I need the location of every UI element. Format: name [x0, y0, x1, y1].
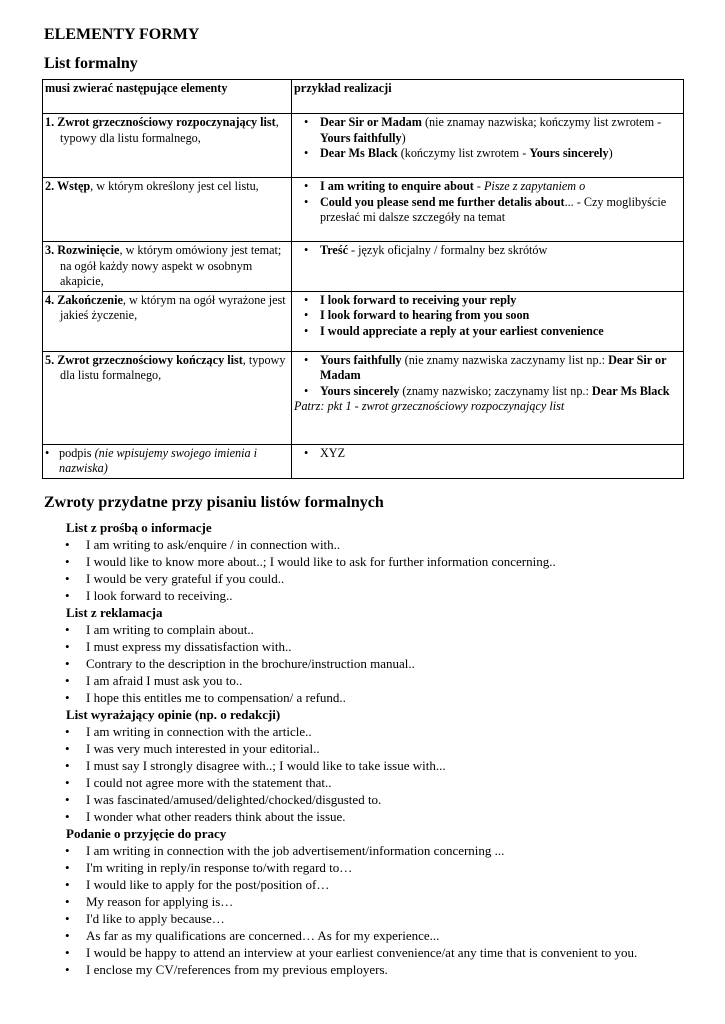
- row-requirement: [43, 178, 292, 242]
- table-row: [43, 351, 684, 444]
- row-example: [292, 351, 684, 444]
- list-item: [294, 179, 681, 195]
- section-title: List wyrażający opinie (np. o redakcji): [66, 707, 281, 722]
- phrase-text: ): [608, 146, 613, 160]
- section-title: Podanie o przyjęcie do pracy: [66, 826, 227, 841]
- requirement-title: 3. Rozwinięcie: [45, 243, 120, 257]
- row-example: [292, 291, 684, 351]
- phrase-text: podpis: [59, 445, 95, 460]
- requirement-text: , w którym omówiony jest temat; na ogół każdy nowy aspekt w osobnym akapicie,: [60, 243, 282, 288]
- list-item: • I wonder what other readers think about the issue.: [65, 808, 706, 825]
- row-requirement: [43, 351, 292, 444]
- list-item: [294, 308, 681, 324]
- requirement-text: , typowy dla listu formalnego,: [60, 352, 286, 382]
- requirement-text: , typowy dla listu formalnego,: [60, 115, 279, 145]
- row-example: [292, 178, 684, 242]
- header-right: przykład realizacji: [292, 80, 684, 114]
- list-item: • I must say I strongly disagree with..; I would like to take issue with...: [65, 757, 706, 774]
- phrase-text: (nie znamy nazwiska zaczynamy list np.:: [401, 352, 609, 367]
- list-item: • I'd like to apply because…: [65, 910, 706, 927]
- list-item: [294, 115, 681, 146]
- phrase-text: ... - Czy moglibyście przesłać mi dalsze szczegóły na temat: [320, 194, 667, 224]
- list-item: • My reason for applying is…: [65, 893, 706, 910]
- phrase-bold: Yours sincerely: [529, 146, 609, 160]
- phrase-bold: Yours sincerely: [320, 383, 400, 398]
- list-item: • I must express my dissatisfaction with..: [65, 638, 706, 655]
- phrase-bold: Yours faithfully: [320, 130, 402, 145]
- list-item: • I was fascinated/amused/delighted/chocked/disgusted to.: [65, 791, 706, 808]
- phrase-section: [66, 706, 706, 825]
- requirement-title: 5. Zwrot grzecznościowy kończący list: [45, 352, 243, 367]
- row-example: [292, 114, 684, 178]
- list-item: • I was very much interested in your editorial..: [65, 740, 706, 757]
- list-item: • I could not agree more with the statement that..: [65, 774, 706, 791]
- list-item: • Contrary to the description in the brochure/instruction manual..: [65, 655, 706, 672]
- list-item: [294, 324, 681, 340]
- requirement-title: 4. Zakończenie: [45, 292, 123, 307]
- requirement-title: 2. Wstęp: [45, 179, 91, 193]
- phrase-bold: Could you please send me further detalis about: [320, 194, 565, 209]
- phrase-bold: Treść: [320, 243, 348, 257]
- requirement-text: , w którym na ogół wyrażone jest jakieś życzenie,: [60, 292, 286, 322]
- table-row: [43, 444, 684, 478]
- row-requirement: [43, 242, 292, 292]
- phrase-text: -: [473, 179, 484, 193]
- list-item: [294, 353, 681, 384]
- row-requirement: [43, 444, 292, 478]
- phrase-section: [66, 604, 706, 706]
- list-item: [294, 293, 681, 309]
- phrases-heading: Zwroty przydatne przy pisaniu listów formalnych: [44, 494, 384, 511]
- phrase-section: [66, 825, 706, 978]
- phrase-bold: Yours faithfully: [320, 352, 402, 367]
- section-title: List z reklamacja: [66, 605, 163, 620]
- document-heading: ELEMENTY FORMY: [44, 26, 200, 43]
- row-example: [292, 444, 684, 478]
- list-item: • I would be happy to attend an interview at your earliest convenience/at any time that is convenient to you.: [65, 944, 706, 961]
- list-item: [294, 146, 681, 162]
- phrase-bold: Dear Sir or Madam: [320, 115, 422, 129]
- list-item: • As far as my qualifications are concerned… As for my experience...: [65, 927, 706, 944]
- table-header-row: [43, 80, 684, 114]
- phrases-sections: [66, 519, 706, 978]
- list-item: • I would be very grateful if you could..: [65, 570, 706, 587]
- list-item: • XYZ: [294, 446, 681, 462]
- phrase-text: (kończymy list zwrotem -: [397, 146, 530, 160]
- phrase-section: [66, 519, 706, 604]
- phrase-bold: Dear Sir or Madam: [320, 352, 667, 382]
- requirement-text: , w którym określony jest cel listu,: [90, 179, 259, 193]
- list-item: • I am afraid I must ask you to..: [65, 672, 706, 689]
- document-subheading: List formalny: [44, 55, 138, 72]
- table-row: [43, 291, 684, 351]
- phrase-text: (znamy nazwisko; zaczynamy list np.:: [399, 383, 592, 398]
- phrase-bold: I look forward to hearing from you soon: [320, 308, 530, 322]
- list-item: • I look forward to receiving..: [65, 587, 706, 604]
- cell-note: Patrz: pkt 1 - zwrot grzecznościowy rozpoczynający list: [294, 399, 565, 413]
- list-item: [294, 195, 681, 226]
- list-item: • I am writing in connection with the job advertisement/information concerning ...: [65, 842, 706, 859]
- list-item: • I enclose my CV/references from my previous employers.: [65, 961, 706, 978]
- phrase-bold: I am writing to enquire about: [320, 179, 474, 193]
- phrase-bold: Dear Ms Black: [591, 383, 670, 398]
- list-item: • I'm writing in reply/in response to/with regard to…: [65, 859, 706, 876]
- phrase-italic: (nie wpisujemy swojego imienia i nazwiska): [59, 445, 258, 475]
- list-item: [294, 384, 681, 400]
- phrase-bold: Dear Ms Black: [320, 146, 398, 160]
- table-row: [43, 178, 684, 242]
- phrase-italic: Pisze z zapytaniem o: [483, 179, 586, 193]
- table-row: [43, 242, 684, 292]
- phrase-text: - język oficjalny / formalny bez skrótów: [347, 243, 548, 257]
- list-item: • I would like to apply for the post/position of…: [65, 876, 706, 893]
- phrase-text: ): [401, 130, 406, 145]
- list-item: • I am writing in connection with the article..: [65, 723, 706, 740]
- phrase-bold: I look forward to receiving your reply: [320, 292, 517, 307]
- table-row: [43, 114, 684, 178]
- list-item: [294, 243, 681, 259]
- letter-elements-table: [42, 79, 684, 479]
- list-item: [45, 446, 289, 477]
- phrase-bold: I would appreciate a reply at your earliest convenience: [320, 323, 604, 338]
- requirement-title: 1. Zwrot grzecznościowy rozpoczynający list: [45, 115, 276, 129]
- list-item: • I am writing to ask/enquire / in connection with..: [65, 536, 706, 553]
- list-item: • I am writing to complain about..: [65, 621, 706, 638]
- list-item: • I would like to know more about..; I would like to ask for further information concerning..: [65, 553, 706, 570]
- phrase-text: (nie znamay nazwiska; kończymy list zwrotem -: [421, 115, 662, 129]
- row-requirement: [43, 291, 292, 351]
- section-title: List z prośbą o informacje: [66, 520, 212, 535]
- row-example: [292, 242, 684, 292]
- header-left: musi zwierać następujące elementy: [43, 80, 292, 114]
- row-requirement: [43, 114, 292, 178]
- list-item: • I hope this entitles me to compensation/ a refund..: [65, 689, 706, 706]
